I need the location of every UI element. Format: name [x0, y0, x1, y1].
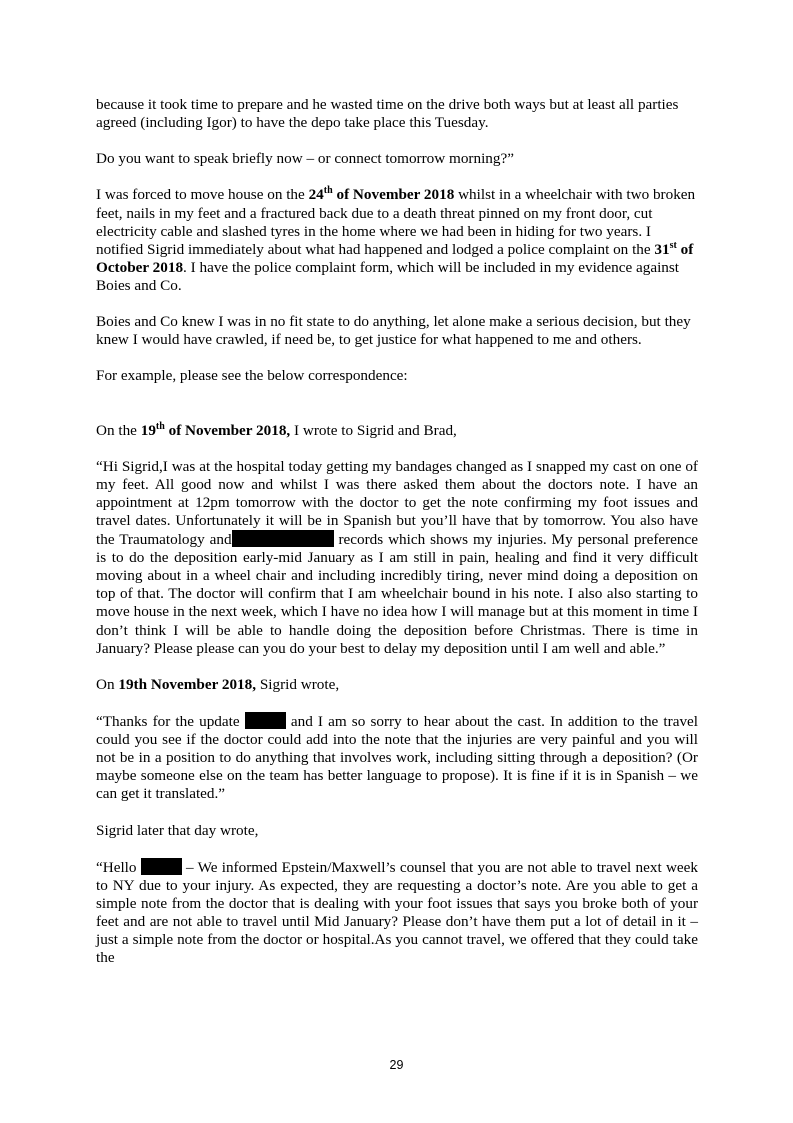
quote-email-2: “Thanks for the update and I am so sorry to hear about the cast. In addition to the travel could you see if the doctor could add into the note that the injuries are very painful and you will not be in a position to do anything that involves work, including sitting through a deposition? (Or maybe someone else on the team has better language to propose). It is fine if it is in Spanish – we can get it translated.” [96, 713, 698, 803]
redaction-block [245, 712, 286, 729]
quote-email-1: “Hi Sigrid,I was at the hospital today getting my bandages changed as I snapped my cast on one of my feet. All good now and whilst I was there asked them about the doctors note. I have an appointment at 12pm tomorrow with the doctor to get the note confirming my foot issues and travel dates. Unfortunately it will be in Spanish but you’ll have that by tomorrow. You also have the Traumatology and records which shows my injuries. My personal preference is to do the deposition early-mid January as I am still in pain, healing and find it very difficult moving about in a wheel chair and including incredibly tiring, never mind doing a deposition on top of that. The doctor will confirm that I am wheelchair bound in his note. I also also starting to move house in the next week, which I have no idea how I will manage but at this moment in time I don’t think I will be able to handle doing the deposition before Christmas. There is time in January? Please please can you do your best to delay my deposition until I am well and able.” [96, 457, 698, 657]
paragraph-example: For example, please see the below correspondence: [96, 367, 408, 385]
paragraph-move-house: I was forced to move house on the 24th of November 2018 whilst in a wheelchair with two broken feet, nails in my feet and a fractured back due to a death threat pinned on my front door, cut electricity cable and slashed tyres in the home where we had been in hiding for two years. I notified Sigrid immediately about what had happened and lodged a police complaint on the 31st of October 2018. I have the police complaint form, which will be included in my evidence against Boies and Co. [96, 185, 696, 294]
paragraph-intro-email-1: On the 19th of November 2018, I wrote to Sigrid and Brad, [96, 420, 457, 439]
paragraph-boies: Boies and Co knew I was in no fit state to do anything, let alone make a serious decision, but they knew I would have crawled, if need be, to get justice for what happened to me and others. [96, 313, 691, 349]
paragraph-quote-end: Do you want to speak briefly now – or connect tomorrow morning?” [96, 150, 514, 168]
document-body [96, 96, 698, 985]
page-number: 29 [389, 1058, 404, 1072]
quote-email-3: “Hello – We informed Epstein/Maxwell’s counsel that you are not able to travel next week to NY due to your injury. As expected, they are requesting a doctor’s note. Are you able to get a simple note from the doctor that is dealing with your foot issues that says you broke both of your feet and are not able to travel until Mid January? Please don’t have them put a lot of detail in it – just a simple note from the doctor or hospital.As you cannot travel, we offered that they could take the [96, 858, 698, 967]
paragraph-intro-email-3: Sigrid later that day wrote, [96, 821, 259, 839]
paragraph-continuation: because it took time to prepare and he wasted time on the drive both ways but at least all parties agreed (including Igor) to have the depo take place this Tuesday. [96, 96, 679, 132]
redaction-block [141, 858, 182, 875]
redaction-block [232, 530, 334, 547]
paragraph-intro-email-2: On 19th November 2018, Sigrid wrote, [96, 675, 340, 693]
